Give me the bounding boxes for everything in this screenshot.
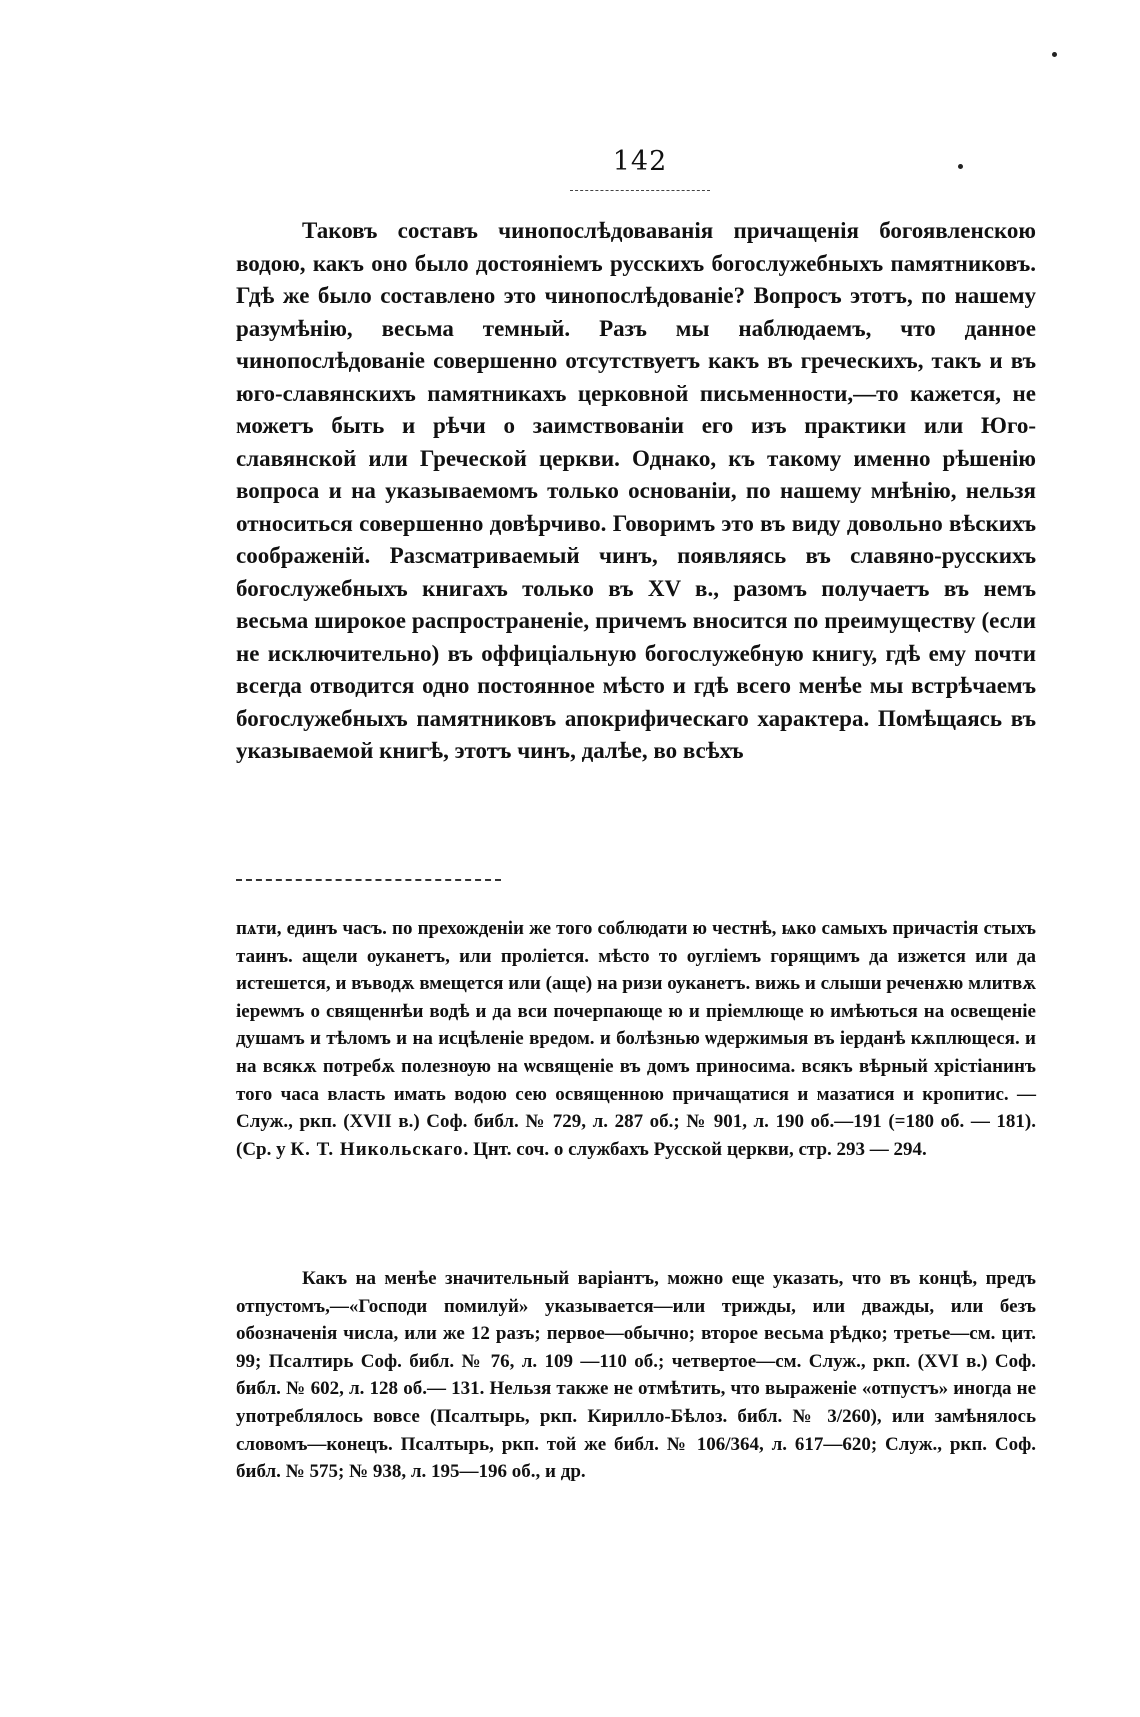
speck-mark xyxy=(958,164,963,169)
footnote-second-text: Какъ на менѣе значительный варіантъ, можно еще указать, что въ концѣ, предъ отпустомъ,—«Господи помилуй» указывается—или трижды, или дважды, или безъ обозначенія числа, или же 12 разъ; первое—обычно; второе весьма рѣдко; третье—см. цит. 99; Псалтирь Соф. библ. № 76, л. 109 —110 об.; четвертое—см. Служ., ркп. (XVI в.) Соф. библ. № 602, л. 128 об.— 131. Нельзя также не отмѣтить, что выраженіе «отпустъ» иногда не употреблялось вовсе (Псалтырь, ркп. Кирилло-Бѣлоз. библ. № 3/260), или замѣнялось словомъ—конецъ. Псалтырь, ркп. той же библ. № 106/364, л. 617—620; Служ., ркп. Соф. библ. № 575; № 938, л. 195—196 об., и др. xyxy=(236,1268,1036,1483)
speck-mark xyxy=(1052,52,1057,57)
footnote-first-body: пѧти, единъ часъ. по прехожденіи же того соблюдати ю честнѣ, ѩко самыхъ причастія стыхъ таинъ. ащели оуканетъ, или пролiется. мѣсто то оуглiемъ горящимъ да изжется или да истешется, и въводѫ вмещется или (аще) на ризи оуканетъ. вижь и слыши реченѫю млитвѫ iереѡмъ о священнѣи водѣ и да вси почерпающе ю и прiемлюще ю имѣються на освещенiе душамъ и тѣломъ и на исцѣленiе вредом. и болѣзнью ѡдержимыя въ iерданѣ кѫплющеся. и на всякѫ потребѫ полезнѹю на ѡсвященiе въ домъ приносима. всякъ вѣрный хрiстiанинъ того часа власть имать водою сею освященною причащатися и мазатися и кропитис. — Служ., ркп. (XVII в.) Соф. библ. № 729, л. 287 об.; № 901, л. 190 об.—191 (=180 об. — 181). (Ср. у xyxy=(236,918,1036,1160)
main-text xyxy=(236,215,1036,768)
main-paragraph: Таковъ составъ чинопослѣдовaванія причащенія богоявленскою водою, какъ оно было достояніемъ русскихъ богослужебныхъ памятниковъ. Гдѣ же было составлено это чинопослѣдованіе? Вопросъ этотъ, по нашему разумѣнію, весьма темный. Разъ мы наблюдаемъ, что данное чинопослѣдованіе совершенно отсутствуетъ какъ въ греческихъ, такъ и въ юго-славянскихъ памятникахъ церковной письменности,—то кажется, не можетъ быть и рѣчи о заимствованіи его изъ практики или Юго-славянской или Греческой церкви. Однако, къ такому именно рѣшенію вопроса и на указываемомъ только основаніи, по нашему мнѣнію, нельзя относиться совершенно довѣрчиво. Говоримъ это въ виду довольно вѣскихъ соображеній. Разсматриваемый чинъ, появляясь въ славяно-русскихъ богослужебныхъ книгахъ только въ XV в., разомъ получаетъ въ немъ весьма широкое распространеніе, причемъ вносится по преимуществу (если не исключительно) въ оффиціальную богослужебную книгу, гдѣ ему почти всегда отводится одно постоянное мѣсто и гдѣ всего менѣе мы встрѣчаемъ богослужебныхъ памятниковъ апокрифическаго характера. Помѣщаясь въ указываемой книгѣ, этотъ чинъ, далѣе, во всѣхъ xyxy=(236,218,1036,763)
footnote-first-text xyxy=(236,915,1036,1163)
footnote-second xyxy=(236,1265,1036,1486)
footnote-first-tail: . Цнт. соч. о службахъ Русской церкви, стр. 293 — 294. xyxy=(463,1138,927,1160)
page-number: 142 xyxy=(612,146,668,177)
footnote-first xyxy=(236,915,1036,1163)
footnote-separator xyxy=(236,879,501,881)
page-number-rule xyxy=(570,190,710,191)
footnote-author-name: К. Т. Никольскаго xyxy=(290,1138,464,1160)
